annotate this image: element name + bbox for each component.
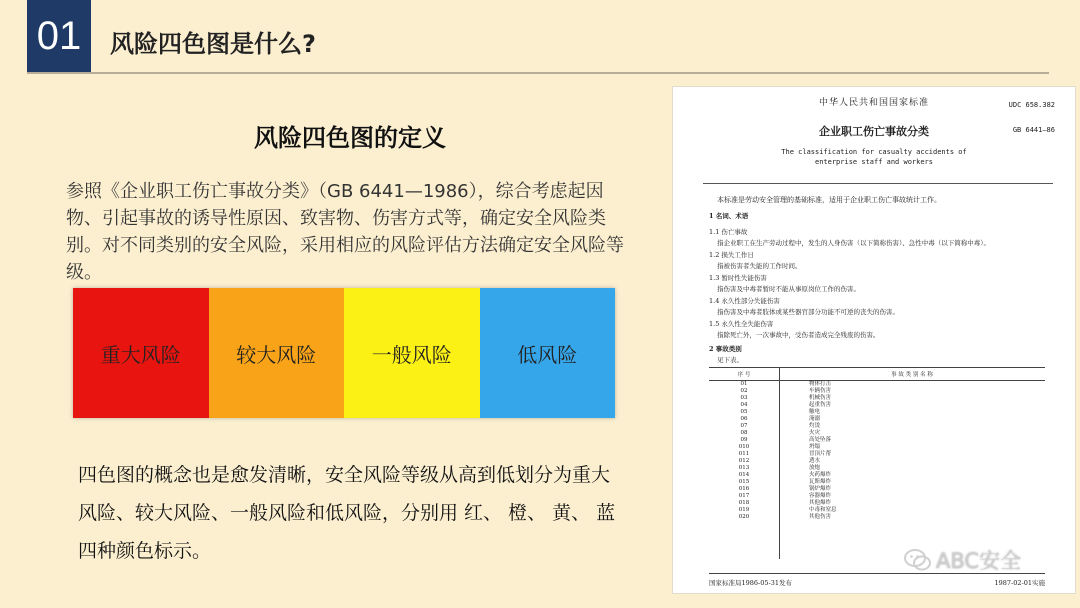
doc-line: 1.5 永久性全失能伤害 — [709, 320, 774, 328]
header-divider — [27, 72, 1049, 74]
table-row — [709, 381, 1045, 389]
doc-line: 指除死亡外，一次事故中，受伤者造成完全残废的伤害。 — [717, 331, 880, 339]
doc-english-line: enterprise staff and workers — [814, 158, 933, 166]
watermark-text: ABC安全 — [936, 549, 1022, 573]
doc-line: 指伤害及中毒者肢体或某些器官部分功能不可逆的丧失的伤害。 — [717, 308, 899, 316]
doc-gb-code: GB 6441—86 — [1012, 126, 1055, 134]
table-cell-number: 016 — [738, 486, 750, 492]
table-cell-category: 冒顶片帮 — [809, 451, 832, 457]
table-row — [709, 409, 1045, 416]
table-row — [709, 507, 1045, 514]
table-cell-category: 物体打击 — [809, 381, 832, 387]
table-row — [709, 402, 1045, 409]
doc-effective-date: 1987-02-01实施 — [994, 579, 1045, 587]
table-cell-number: 02 — [740, 388, 748, 394]
doc-scope: 本标准是劳动安全管理的基础标准，适用于企业职工伤亡事故统计工作。 — [717, 196, 941, 204]
table-cell-category: 坍塌 — [809, 444, 821, 450]
doc-line: 2 事故类别 — [709, 345, 742, 353]
table-cell-category: 瓦斯爆炸 — [809, 479, 832, 485]
table-cell-number: 013 — [738, 465, 750, 471]
table-cell-number: 011 — [738, 451, 750, 457]
table-cell-category: 机械伤害 — [809, 395, 832, 401]
table-cell-number: 015 — [738, 479, 750, 485]
section-number: 01 — [36, 13, 82, 58]
table-row — [709, 493, 1045, 500]
table-row — [709, 395, 1045, 402]
table-row — [709, 472, 1045, 479]
risk-level-major — [73, 288, 209, 418]
table-cell-category: 高处坠落 — [809, 437, 832, 443]
table-cell-number: 07 — [740, 423, 748, 429]
table-cell-number: 020 — [738, 514, 750, 520]
doc-line: 指企业职工在生产劳动过程中，发生的人身伤害（以下简称伤害）、急性中毒（以下简称中毒）。 — [717, 239, 990, 247]
doc-line: 1 名词、术语 — [709, 212, 749, 220]
table-cell-number: 019 — [738, 507, 750, 513]
table-cell-number: 06 — [740, 416, 748, 422]
table-cell-number: 018 — [738, 500, 750, 506]
table-cell-number: 012 — [738, 458, 750, 464]
table-cell-number: 01 — [740, 381, 748, 387]
table-cell-category: 中毒和窒息 — [809, 507, 837, 513]
table-cell-category: 触电 — [809, 409, 821, 415]
section-number-badge — [27, 0, 91, 72]
table-header-cell: 序 号 — [709, 368, 779, 381]
table-cell-category: 容器爆炸 — [809, 493, 832, 499]
table-divider — [779, 367, 780, 559]
doc-line: 指伤害及中毒者暂时不能从事原岗位工作的伤害。 — [717, 285, 860, 293]
doc-divider — [703, 183, 1053, 184]
standard-document-image — [672, 86, 1076, 594]
table-cell-number: 017 — [738, 493, 750, 499]
risk-level-general — [344, 288, 480, 418]
table-cell-category: 锅炉爆炸 — [809, 486, 832, 492]
table-cell-number: 014 — [738, 472, 750, 478]
table-cell-category: 火灾 — [809, 430, 821, 436]
doc-title: 企业职工伤亡事故分类 — [819, 125, 929, 138]
doc-udc: UDC 658.382 — [1008, 101, 1055, 109]
table-row — [709, 514, 1045, 521]
watermark — [904, 545, 1021, 575]
risk-color-bar — [73, 288, 615, 418]
table-cell-category: 灼烫 — [809, 423, 821, 429]
table-row — [709, 416, 1045, 423]
risk-level-large — [209, 288, 345, 418]
section-heading: 风险四色图的定义 — [254, 124, 446, 152]
risk-level-label: 一般风险 — [371, 342, 452, 367]
page-title: 风险四色图是什么? — [110, 30, 316, 58]
table-cell-category: 透水 — [809, 458, 821, 464]
table-cell-number: 010 — [738, 444, 750, 450]
risk-level-low — [480, 288, 616, 418]
table-cell-number: 08 — [740, 430, 748, 436]
wechat-icon — [904, 548, 932, 572]
table-row — [709, 458, 1045, 465]
doc-line: 1.3 暂时性失能伤害 — [709, 274, 767, 282]
table-row — [709, 444, 1045, 451]
risk-level-label: 较大风险 — [236, 342, 317, 367]
table-cell-category: 起重伤害 — [809, 402, 832, 408]
table-row — [709, 430, 1045, 437]
table-cell-category: 淹溺 — [809, 416, 821, 422]
table-row — [709, 479, 1045, 486]
risk-level-label: 重大风险 — [100, 342, 181, 367]
table-cell-category: 其他伤害 — [809, 514, 832, 520]
accident-category-table — [709, 367, 1045, 521]
doc-publish-date: 国家标准局1986-05-31发布 — [709, 579, 792, 587]
table-row — [709, 423, 1045, 430]
table-row — [709, 486, 1045, 493]
risk-level-label: 低风险 — [517, 342, 578, 367]
summary-paragraph: 四色图的概念也是愈发清晰，安全风险等级从高到低划分为重大风险、较大风险、一般风险和低风险，分别用 红、 橙、 黄、 蓝四种颜色标示。 — [78, 464, 616, 562]
doc-line: 见下表。 — [717, 356, 743, 364]
doc-line: 指被伤害者失能的工作时间。 — [717, 262, 802, 270]
table-cell-number: 05 — [740, 409, 748, 415]
table-header-row — [709, 368, 1045, 381]
doc-line: 1.4 永久性部分失能伤害 — [709, 297, 780, 305]
table-row — [709, 500, 1045, 507]
table-row — [709, 465, 1045, 472]
doc-english-title — [673, 147, 1075, 167]
table-cell-category: 火药爆炸 — [809, 472, 832, 478]
doc-line: 1.2 损失工作日 — [709, 251, 754, 259]
table-cell-number: 03 — [740, 395, 748, 401]
table-row — [709, 388, 1045, 395]
table-row — [709, 437, 1045, 444]
intro-paragraph: 参照《企业职工伤亡事故分类》（GB 6441—1986），综合考虑起因物、引起事故的诱导性原因、致害物、伤害方式等，确定安全风险类别。对不同类别的安全风险，采用相应的风险评估方法确定安全风险等级。 — [66, 181, 624, 283]
table-cell-category: 其他爆炸 — [809, 500, 832, 506]
doc-english-line: The classification for casualty accidents of — [781, 148, 967, 156]
table-cell-number: 09 — [740, 437, 748, 443]
table-row — [709, 451, 1045, 458]
table-header-cell: 事 故 类 别 名 称 — [779, 368, 1045, 381]
doc-agency: 中华人民共和国国家标准 — [818, 98, 929, 108]
doc-line: 1.1 伤亡事故 — [709, 228, 748, 236]
table-cell-number: 04 — [740, 402, 748, 408]
table-cell-category: 车辆伤害 — [809, 388, 832, 394]
table-cell-category: 放炮 — [809, 465, 821, 471]
